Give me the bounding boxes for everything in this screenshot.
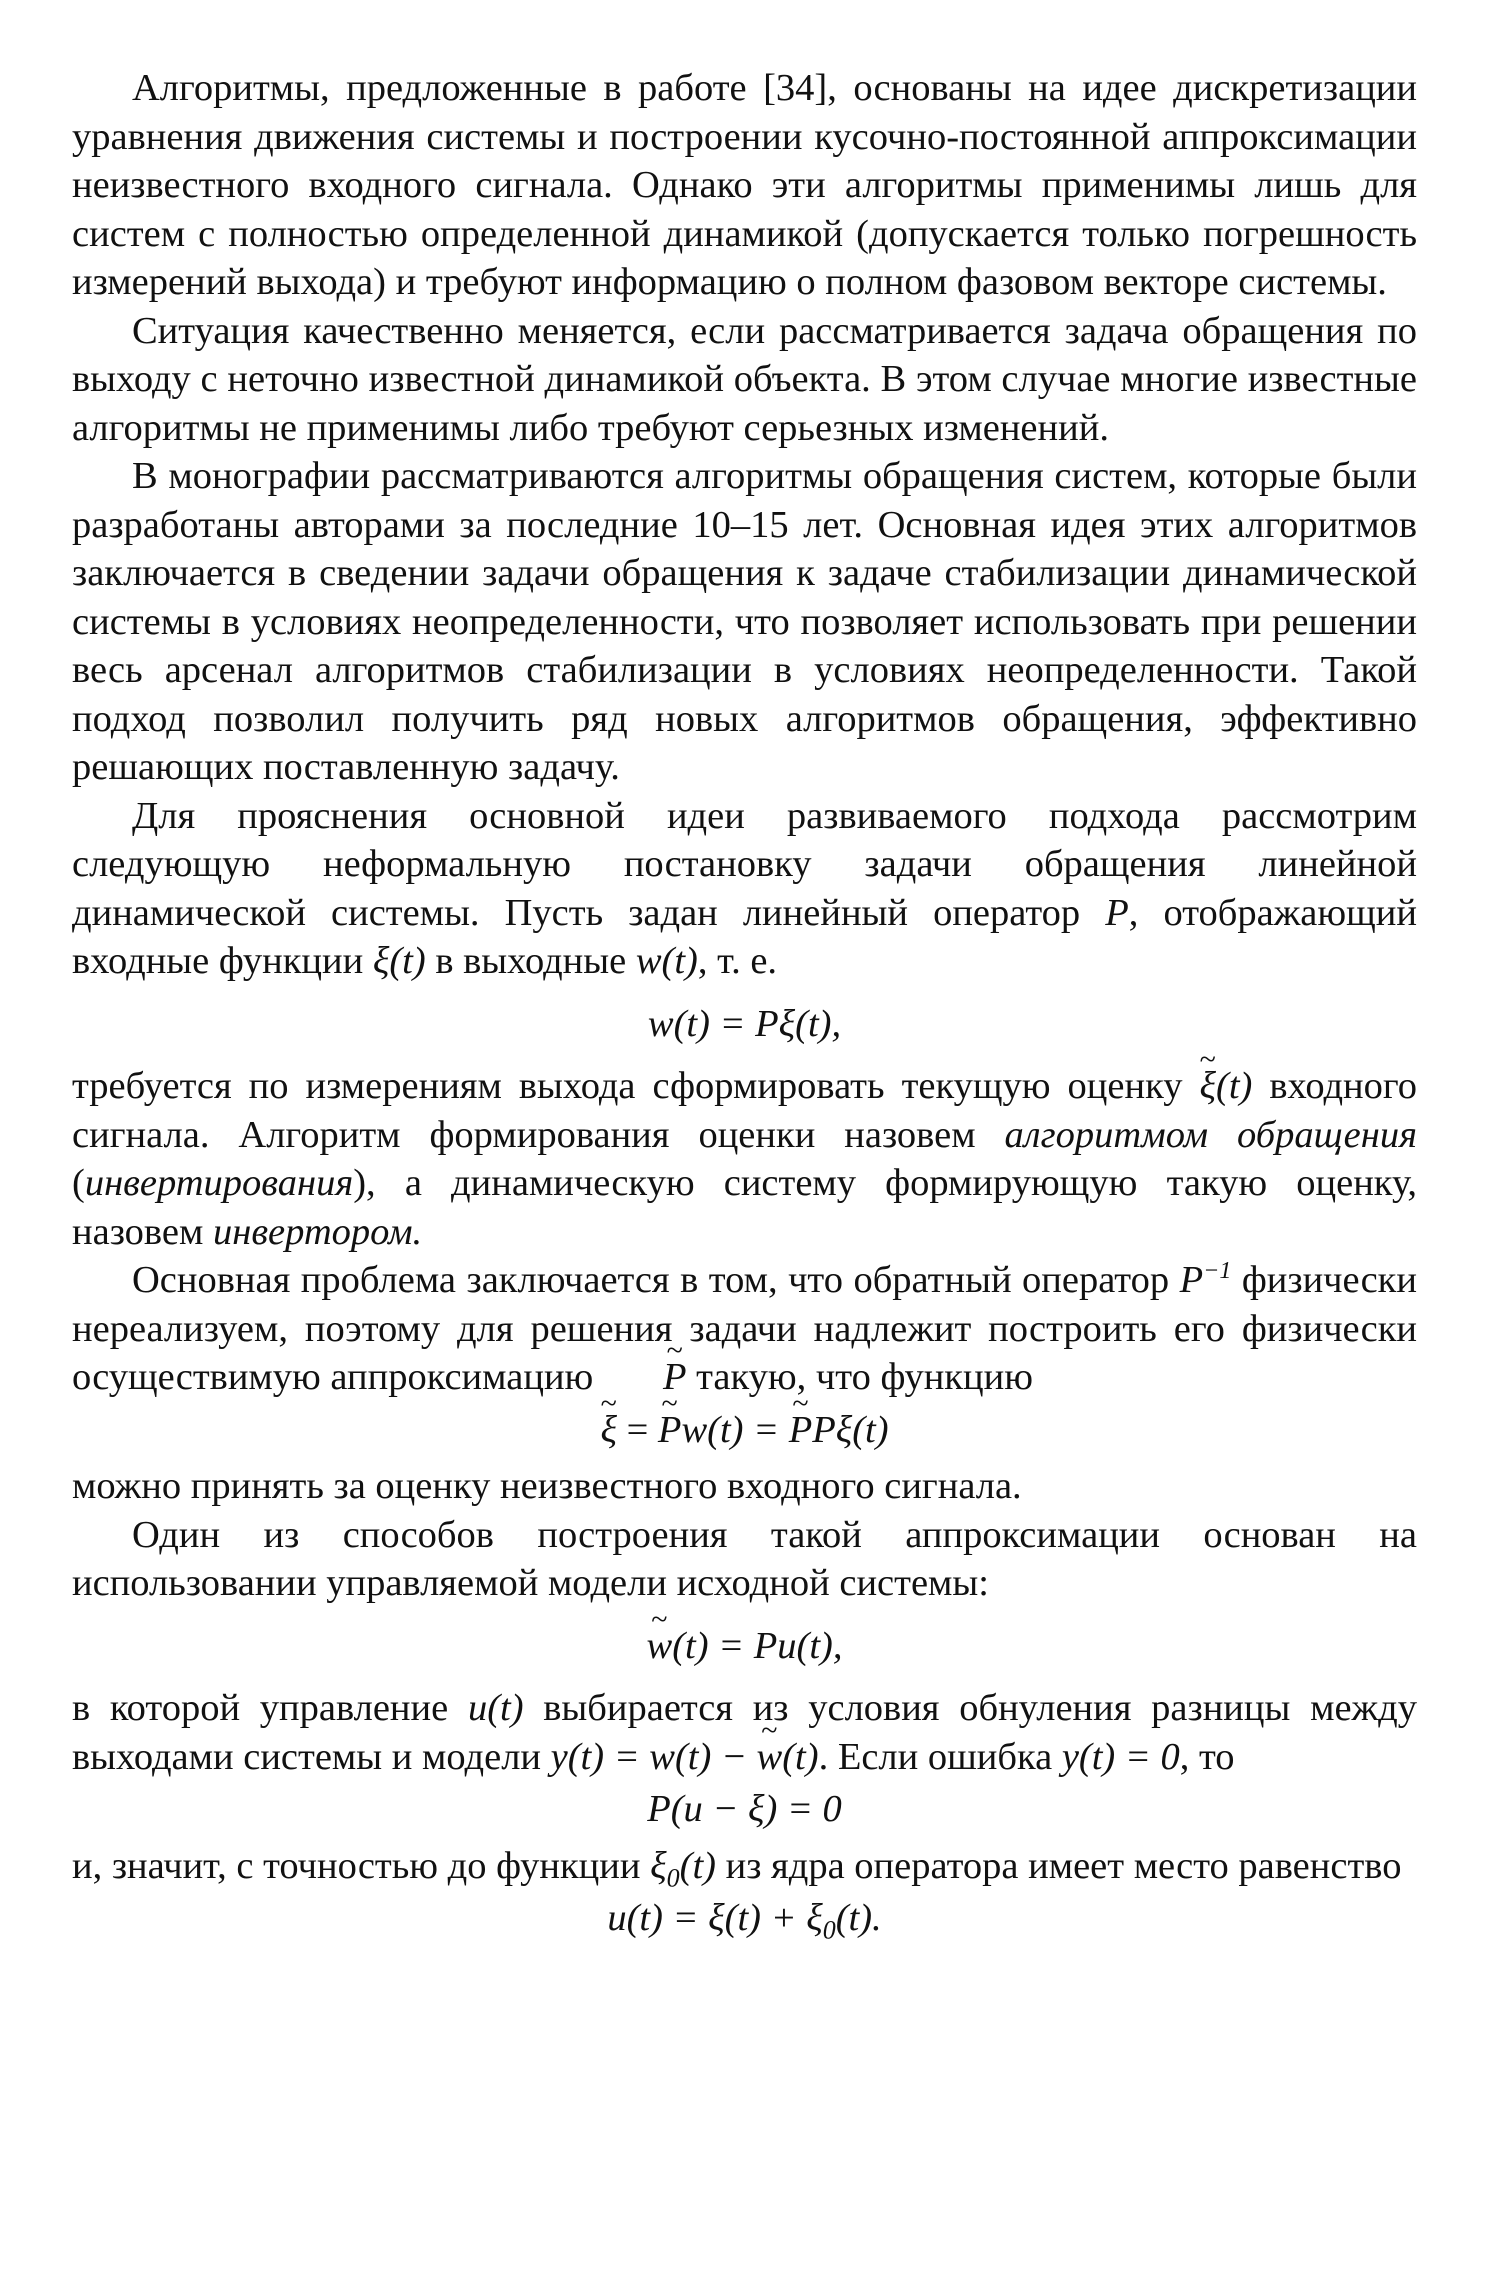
P: P <box>1179 1259 1204 1301</box>
xi-tilde: ~ ξ <box>600 1406 617 1455</box>
text-run: из ядра оператора имеет место равенство <box>715 1844 1402 1887</box>
paren-t: (t) <box>1216 1065 1253 1107</box>
paragraph-7: можно принять за оценку неизвестного входного сигнала. <box>72 1465 1022 1507</box>
text-run: ), а динамическую систему формирующую такую оценку, назовем <box>72 1162 1417 1253</box>
paragraph-8: Один из способов построения такой аппроксимации основан на использовании управляемой модели исходной системы: <box>72 1513 1417 1604</box>
math-P-inverse <box>1180 1259 1232 1301</box>
text-run: требуется по измерениям выхода сформировать текущую оценку <box>72 1065 1200 1107</box>
text-run: физически нереализуем, поэтому для решения задачи надлежит построить его физически осуществимую аппроксимацию <box>72 1259 1417 1398</box>
paragraph-5 <box>72 1062 1417 1256</box>
text-run: , то <box>1179 1735 1235 1778</box>
paragraph-2: Ситуация качественно меняется, если рассматривается задача обращения по выходу с неточно известной динамикой объекта. В этом случае многие известные алгоритмы не применимы либо требуют серьезных изменений. <box>72 309 1417 449</box>
paren-t: (t) <box>782 1735 819 1778</box>
equals: = <box>616 1408 658 1451</box>
math-y-zero: y(t) = 0 <box>1061 1735 1180 1778</box>
math-u-t: u(t) <box>467 1687 524 1729</box>
text-run: , т. е. <box>697 940 778 982</box>
term-inverter: инвертором. <box>212 1210 423 1253</box>
text-run: в которой управление <box>72 1687 468 1729</box>
inverse-exponent: −1 <box>1203 1258 1232 1285</box>
text-run: ( <box>72 1162 85 1204</box>
equation-5 <box>72 1894 1417 1943</box>
paren-t: (t) <box>679 1844 716 1887</box>
P-tilde: ~ P <box>789 1406 813 1455</box>
paragraph-1: Алгоритмы, предложенные в работе [34], основаны на идее дискретизации уравнения движения системы и построении кусочно-постоянной аппроксимации неизвестного входного сигнала. Однако эти алгоритмы применимы лишь для систем с полностью определенной динамикой (допускается только погрешность измерений выхода) и требуют информацию о полном фазовом векторе системы. <box>72 67 1417 303</box>
text-run: . Если ошибка <box>818 1735 1062 1778</box>
equation-4: P(u − ξ) = 0 <box>647 1788 842 1830</box>
y-def-lhs: y(t) = w(t) − <box>550 1735 757 1778</box>
math-P: P <box>1105 891 1129 934</box>
xi: ξ <box>650 1844 667 1887</box>
term-inverting: инвертирования <box>84 1162 354 1204</box>
term-inversion-algorithm: алгоритмом обращения <box>1004 1113 1417 1156</box>
equation-1: w(t) = Pξ(t), <box>647 1002 842 1045</box>
text-run: , отображающий входные функции <box>72 891 1418 982</box>
tilde-accent: ~ ξ <box>1200 1062 1217 1111</box>
math-y-def <box>551 1736 819 1778</box>
text-run: в выходные <box>425 940 636 982</box>
w-tilde: ~ w <box>647 1622 673 1671</box>
paragraph-10 <box>72 1842 1417 1891</box>
text-run: и, значит, с точностью до функции <box>72 1844 651 1887</box>
P-tilde: ~ P <box>658 1406 682 1455</box>
eq5-lhs: u(t) = ξ(t) + ξ <box>607 1897 823 1939</box>
equation-3 <box>72 1622 1417 1671</box>
math-xi-tilde <box>1200 1065 1253 1107</box>
subscript-zero: 0 <box>822 1915 836 1945</box>
eq2-middle: w(t) = <box>681 1408 789 1451</box>
text-run: выбирается из условия обнуления разницы между выходами системы и модели <box>72 1687 1417 1778</box>
text-run: такую, что функцию <box>686 1356 1033 1398</box>
paragraph-3: В монографии рассматриваются алгоритмы обращения систем, которые были разработаны авторами за последние 10–15 лет. Основная идея этих алгоритмов заключается в сведении задачи обращения к задаче стабилизации динамической системы в условиях неопределенности, что позволяет использовать при решении весь арсенал алгоритмов стабилизации в условиях неопределенности. Такой подход позволил получить ряд новых алгоритмов обращения, эффективно решающих поставленную задачу. <box>72 455 1417 788</box>
equation-2 <box>72 1406 1417 1455</box>
text-run: Для прояснения основной идеи развиваемого подхода рассмотрим следующую неформальную постановку задачи обращения линейной динамической системы. Пусть задан линейный оператор <box>72 794 1417 934</box>
eq3-end: (t) = Pu(t), <box>672 1624 843 1667</box>
paragraph-9 <box>72 1684 1417 1781</box>
text-run: Основная проблема заключается в том, что обратный оператор <box>132 1259 1180 1301</box>
math-xi0-t <box>650 1844 716 1893</box>
eq2-end: Pξ(t) <box>812 1408 889 1451</box>
paragraph-6 <box>72 1256 1417 1402</box>
eq5-end: (t). <box>835 1897 882 1939</box>
math-xi-t: ξ(t) <box>372 940 426 982</box>
math-P-tilde: ~ P <box>603 1353 687 1402</box>
text-run: входного сигнала. Алгоритм формирования оценки назовем <box>72 1065 1417 1156</box>
w-tilde: ~ w <box>757 1733 783 1782</box>
paragraph-4 <box>72 792 1417 986</box>
math-w-t: w(t) <box>635 940 698 982</box>
subscript-zero: 0 <box>666 1863 680 1893</box>
document-page <box>72 64 1417 1951</box>
